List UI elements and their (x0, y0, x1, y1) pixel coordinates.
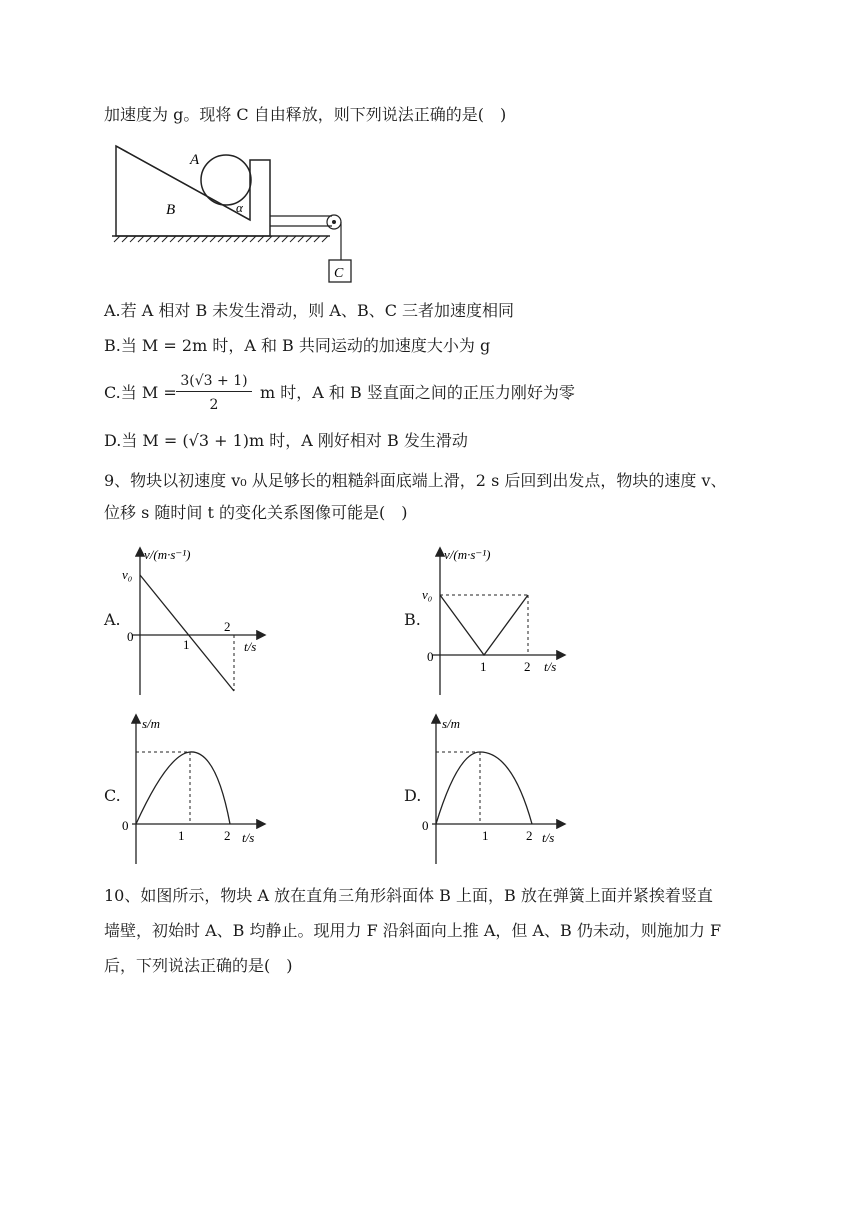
graph-b-xlabel: t/s (544, 659, 557, 674)
graph-c-tick-1: 1 (178, 828, 185, 843)
graph-b (418, 545, 578, 700)
graph-c-xlabel: t/s (242, 830, 255, 845)
q8-figure (110, 140, 360, 290)
label-A: A (190, 152, 200, 168)
q9-choice-c-label: C. (104, 786, 121, 805)
graph-b-zero: 0 (427, 649, 434, 664)
q8-option-a: A.若 A 相对 B 未发生滑动，则 A、B、C 三者加速度相同 (104, 301, 515, 320)
graph-d-zero: 0 (422, 818, 429, 833)
graph-c-tick-2: 2 (224, 828, 231, 843)
graph-b-v0: v₀ (422, 587, 433, 602)
q9-choice-d-label: D. (404, 786, 422, 805)
q9-choice-b-label: B. (404, 610, 421, 629)
q8-option-c-numerator: 3(√3 + 1) (180, 373, 248, 389)
graph-d-xlabel: t/s (542, 830, 555, 845)
q8-option-c-prefix: C.当 M = (104, 383, 177, 402)
q8-option-c-fraction-bar (176, 391, 252, 392)
graph-d-curve (436, 752, 532, 824)
graph-c (118, 712, 278, 867)
graph-d-tick-1: 1 (482, 828, 489, 843)
graph-b-tick-2: 2 (524, 659, 531, 674)
q10-stem-line2: 墙壁，初始时 A、B 均静止。现用力 F 沿斜面向上推 A，但 A、B 仍未动，则施加力 F (104, 921, 722, 940)
graph-c-curve (136, 752, 230, 824)
graph-c-zero: 0 (122, 818, 129, 833)
label-B: B (166, 202, 176, 218)
graph-b-ylabel: v/(m·s⁻¹) (444, 547, 491, 562)
q8-option-c-suffix: m 时，A 和 B 竖直面之间的正压力刚好为零 (260, 383, 575, 402)
graph-a-line (140, 575, 234, 691)
graph-a-xlabel: t/s (244, 639, 257, 654)
graph-c-ylabel: s/m (142, 716, 161, 731)
q8-option-d: D.当 M = (√3 + 1)m 时，A 刚好相对 B 发生滑动 (104, 431, 468, 450)
q8-option-b: B.当 M = 2m 时，A 和 B 共同运动的加速度大小为 g (104, 336, 491, 355)
q9-choice-a-label: A. (104, 610, 121, 629)
graph-a-tick-1: 1 (183, 637, 190, 652)
q8-stem-tail: 加速度为 g。现将 C 自由释放，则下列说法正确的是( ) (104, 105, 507, 124)
q9-stem-line2: 位移 s 随时间 t 的变化关系图像可能是( ) (104, 503, 408, 522)
graph-d-ylabel: s/m (442, 716, 461, 731)
q8-option-c-denominator: 2 (209, 397, 219, 413)
label-C: C (334, 266, 344, 281)
q10-stem-line1: 10、如图所示，物块 A 放在直角三角形斜面体 B 上面，B 放在弹簧上面并紧挨着竖直 (104, 886, 713, 905)
graph-a-v0: v₀ (122, 567, 133, 582)
graph-a-ylabel: v/(m·s⁻¹) (144, 547, 191, 562)
q10-stem-line3: 后，下列说法正确的是( ) (104, 956, 293, 975)
graph-a (118, 545, 278, 700)
graph-d (418, 712, 578, 867)
label-alpha: α (236, 200, 243, 215)
graph-a-zero: 0 (127, 629, 134, 644)
graph-a-tick-2: 2 (224, 619, 231, 634)
q9-stem-line1: 9、物块以初速度 v₀ 从足够长的粗糙斜面底端上滑，2 s 后回到出发点，物块的速度 v、 (104, 471, 727, 490)
graph-b-tick-1: 1 (480, 659, 487, 674)
graph-b-line (440, 595, 528, 655)
graph-d-tick-2: 2 (526, 828, 533, 843)
